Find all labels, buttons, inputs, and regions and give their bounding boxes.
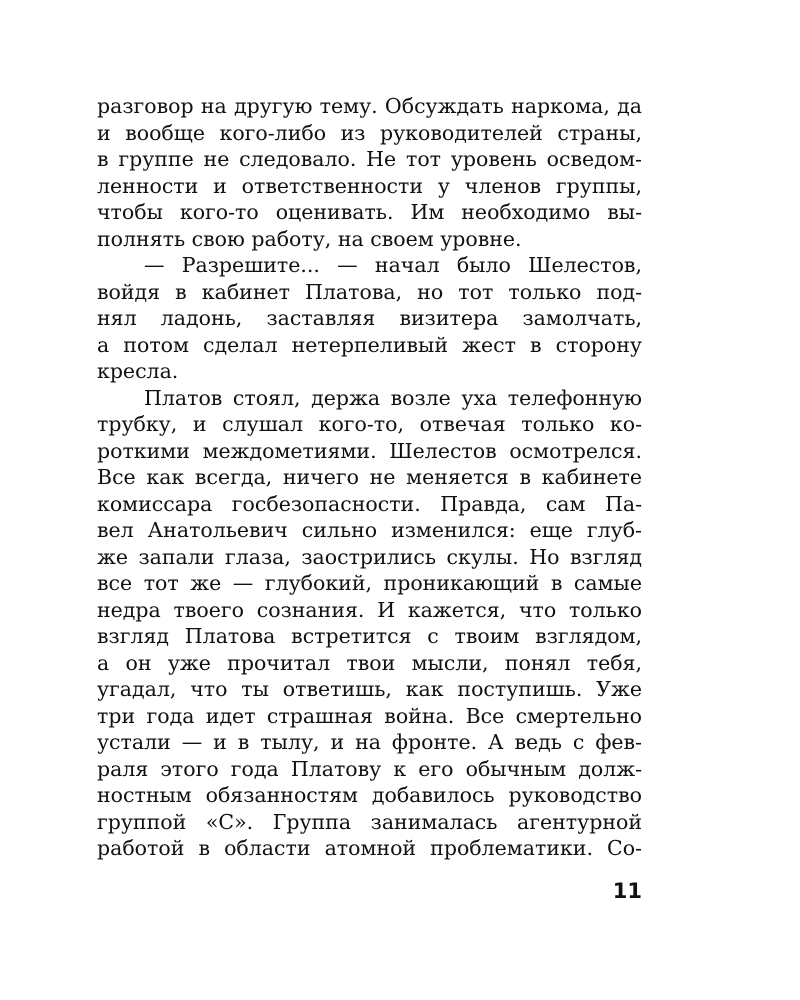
text-line: трубку, и слушал кого-то, отвечая только ко- xyxy=(97,412,642,436)
text-line: взгляд Платова встретится с твоим взглядом, xyxy=(97,624,642,648)
paragraph-start-line: — Разрешите... — начал было Шелестов, xyxy=(144,253,642,277)
text-line: роткими междометиями. Шелестов осмотрелся. xyxy=(97,438,642,463)
text-line: работой в области атомной проблематики. Со- xyxy=(97,836,642,860)
text-line: чтобы кого-то оценивать. Им необходимо вы- xyxy=(97,200,642,224)
text-line: и вообще кого-либо из руководителей страны, xyxy=(97,120,642,145)
text-line: недра твоего сознания. И кажется, что только xyxy=(97,597,642,622)
text-line: три года идет страшная война. Все смертельно xyxy=(97,703,642,728)
text-line: раля этого года Платову к его обычным долж- xyxy=(97,756,642,781)
text-line: полнять свою работу, на своем уровне. xyxy=(97,226,522,251)
paragraph-start-line: Платов стоял, держа возле уха телефонную xyxy=(144,385,642,410)
text-line: группой «С». Группа занималась агентурной xyxy=(97,809,642,834)
text-line: ностным обязанностям добавилось руководство xyxy=(97,783,642,807)
text-line: все тот же — глубокий, проникающий в самые xyxy=(97,571,642,595)
text-line: войдя в кабинет Платова, но тот только под- xyxy=(97,279,642,304)
text-line: кресла. xyxy=(97,359,179,383)
text-line: угадал, что ты ответишь, как поступишь. Уже xyxy=(97,677,642,701)
text-line: комиссара госбезопасности. Правда, сам Па- xyxy=(97,491,642,516)
text-line: разговор на другую тему. Обсуждать наркома, да xyxy=(97,94,642,118)
text-line: а он уже прочитал твои мысли, понял тебя, xyxy=(97,650,642,675)
text-line: Все как всегда, ничего не меняется в кабинете xyxy=(97,465,642,489)
text-line: а потом сделал нетерпеливый жест в сторону xyxy=(97,332,642,357)
text-line: нял ладонь, заставляя визитера замолчать, xyxy=(97,306,642,330)
text-line: ленности и ответственности у членов группы, xyxy=(97,173,642,198)
text-line: вел Анатольевич сильно изменился: еще глуб- xyxy=(97,518,642,542)
page-number: 11 xyxy=(612,879,642,903)
text-line: же запали глаза, заострились скулы. Но взгляд xyxy=(97,544,642,569)
body-text xyxy=(97,93,642,862)
text-line: в группе не следовало. Не тот уровень осведом- xyxy=(97,147,642,171)
text-line: устали — и в тылу, и на фронте. А ведь с фев- xyxy=(97,730,642,754)
